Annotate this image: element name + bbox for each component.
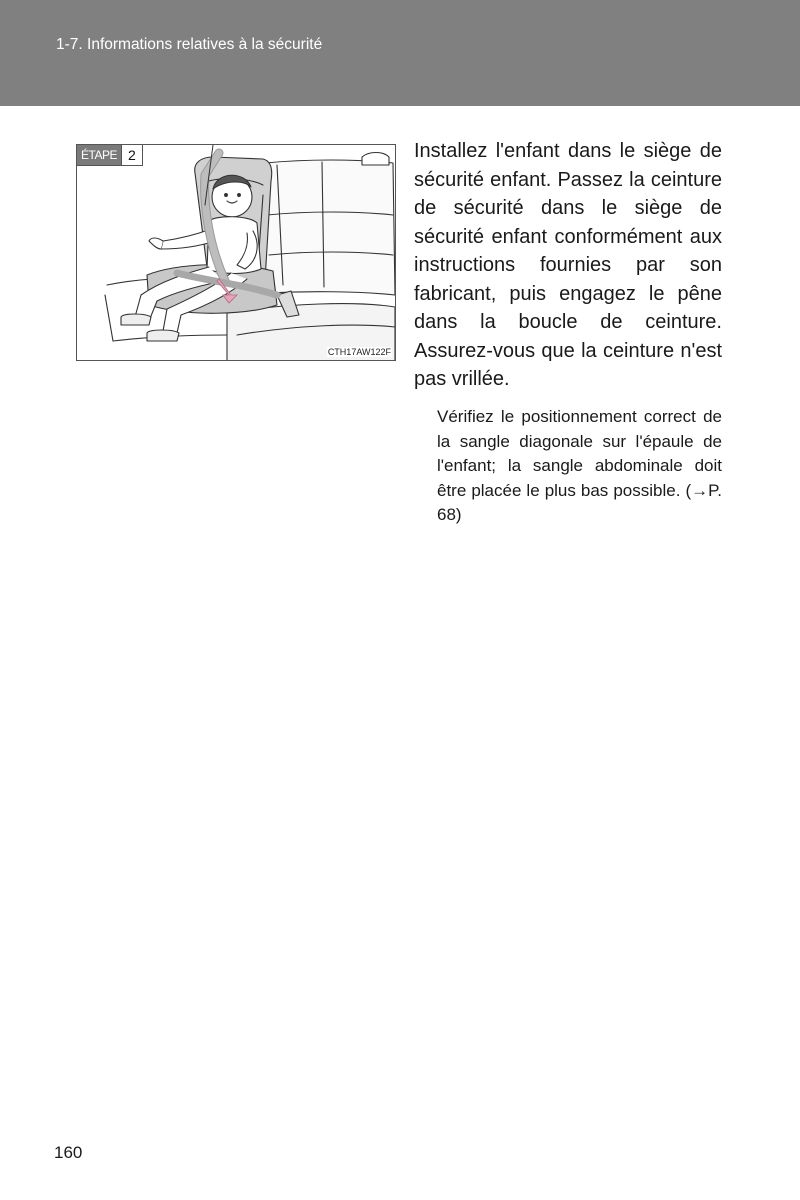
section-title: 1-7. Informations relatives à la sécurité: [56, 36, 323, 53]
page-reference-link[interactable]: P. 68: [437, 480, 722, 524]
right-arrow-icon: →: [691, 480, 709, 500]
page-number: 160: [54, 1143, 83, 1162]
note-text: Vérifiez le positionnement correct de la sangle diagonale sur l'épaule de l'enfant; la sangle abdominale doit être placée le plus bas possible.: [437, 407, 722, 500]
step-label: ÉTAPE: [77, 145, 121, 165]
figure-code: CTH17AW122F: [327, 347, 391, 357]
illustration-figure: [76, 144, 396, 361]
header-band: [0, 0, 800, 106]
step-number: 2: [121, 145, 142, 165]
step-badge: [77, 145, 143, 166]
child-seat-illustration: [77, 145, 396, 361]
main-instruction: Installez l'enfant dans le siège de sécurité enfant. Passez la ceinture de sécurité dans le siège de sécurité enfant conformément aux instructions fournies par son fabricant, puis engagez le pêne dans la boucle de ceinture. Assurez-vous que la ceinture n'est pas vrillée.: [414, 140, 722, 390]
note-paragraph: Vérifiez le positionnement correct de la sangle diagonale sur l'épaule de l'enfant; la sangle abdominale doit être placée le plus bas possible. (→P. 68): [437, 407, 722, 524]
